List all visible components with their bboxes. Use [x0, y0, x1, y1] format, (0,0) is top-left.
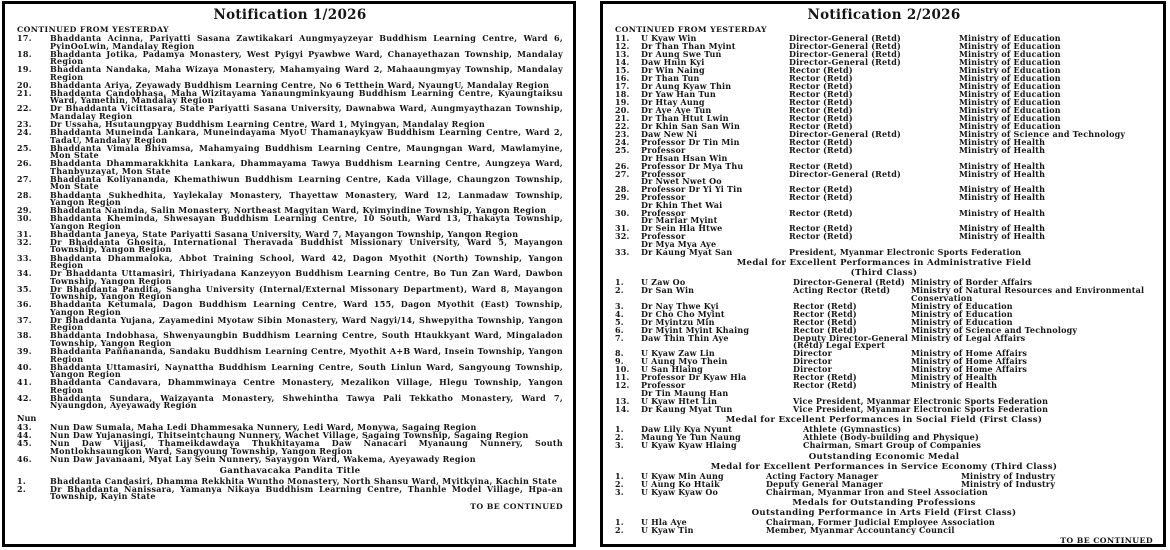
row-ministry: Ministry of Health — [911, 372, 998, 382]
item-text: Bhaddanta Dhammarakkhita Lankara, Dhammayama Tawya Buddhism Learning Centre, Aungzeya Ward, Thanbyuzayat, Mon State — [50, 158, 563, 176]
row-ministry: Ministry of Education — [911, 300, 1013, 311]
row-ministry: Ministry of Education — [959, 65, 1061, 75]
panel-2-title: Notification 2/2026 — [807, 7, 961, 23]
item-number: 29. — [17, 205, 32, 216]
item-text: Dr Bhaddanta Pandita, Sangha University (Internal/External Missonary Department), Ward 8, Mayangon Township, Yangon Region — [50, 283, 563, 302]
admin-medal-table — [615, 279, 1153, 413]
row-ministry: Ministry of Health — [959, 192, 1046, 202]
item-text: Bhaddanta Candasiri, Dhamma Rekkhita Wuntho Monastery, North Shansu Ward, Myitkyina, Kachin State — [50, 475, 558, 486]
row-ministry: Ministry of Health — [959, 145, 1046, 155]
item-text: Bhaddanta Dhammaloka, Abbot Training School, Ward 42, Dagon Myothit (North) Township, Yangon Region — [50, 252, 563, 270]
row-name: U Kyaw Tin — [641, 525, 694, 535]
row-position: Rector (Retd) — [793, 300, 857, 311]
row-number: 15. — [615, 65, 630, 75]
row-name: Dr San Win — [641, 285, 695, 295]
row-number: 9. — [615, 356, 624, 366]
row-name: Dr Cho Cho Myint — [641, 308, 725, 319]
row-ministry: Ministry of Education — [959, 97, 1061, 107]
item-number: 44. — [17, 429, 32, 440]
row-name: Professor Dr Tin Maung Han — [641, 380, 729, 398]
row-position: Rector (Retd) — [789, 160, 853, 171]
row-ministry: Ministry of Health — [959, 168, 1046, 179]
row-name: Professor Dr Tin Min — [641, 137, 740, 147]
row-number: 6. — [615, 324, 624, 335]
row-name: Professor Dr Yi Yi Tin — [641, 184, 743, 194]
row-name: U Hla Aye — [641, 517, 687, 527]
continued-from-label: CONTINUED FROM YESTERDAY — [17, 25, 170, 34]
row-name: Dr Than Tun — [641, 73, 700, 83]
row-position: Rector (Retd) — [789, 192, 853, 202]
row-position: Rector (Retd) — [789, 89, 853, 99]
item-text: Dr Bhaddanta Uttamasiri, Thiriyadana Kanzeyyon Buddhism Learning Centre, Bo Tun Zan Ward, Dawbon Township, Yangon Region — [50, 268, 563, 286]
row-name: Daw New Ni — [641, 129, 698, 139]
row-ministry: Ministry of Border Affairs — [911, 277, 1033, 287]
row-ministry: Ministry of Education — [959, 121, 1061, 131]
pandita-title-heading: Ganthavacaka Pandita Title — [219, 466, 361, 477]
table-row — [615, 287, 1153, 302]
row-position: Director — [793, 356, 832, 366]
item-text: Nun Daw Sumala, Maha Ledi Dhammesaka Nunnery, Ledi Ward, Monywa, Sagaing Region — [50, 421, 477, 432]
row-ministry: Ministry of Education — [959, 113, 1061, 123]
monk-recipient-list — [17, 35, 563, 410]
item-text: Bhaddanta Candobhasa, Maha Wizitayama Yanaungminkyaung Buddhism Learning Centre, Kyaungtaiksu Ward, Yamethin, Mandalay Region — [50, 87, 563, 106]
row-name: Dr Htay Aung — [641, 97, 705, 107]
row-ministry: Ministry of Education — [959, 49, 1061, 59]
row-number: 2. — [615, 525, 624, 535]
item-number: 43. — [17, 421, 32, 432]
item-text: Dr Ussaha, Hsutaungpyay Buddhism Learning Centre, Ward 1, Myingyan, Mandalay Region — [50, 119, 485, 130]
item-text: Bhaddanta Paññananda, Sandaku Buddhism Learning Centre, Myothit A+B Ward, Insein Township, Yangon Region — [50, 346, 563, 364]
row-wide-text: Vice President, Myanmar Electronic Sports Federation — [793, 395, 1049, 406]
item-number: 40. — [17, 361, 32, 372]
row-position: Rector (Retd) — [789, 137, 853, 147]
admin-medal-heading-line2: (Third Class) — [850, 268, 918, 278]
row-number: 1. — [615, 424, 624, 434]
row-position: Rector (Retd) — [789, 207, 853, 218]
item-text: Bhaddanta Ketumala, Dagon Buddhism Learning Centre, Ward 155, Dagon Myothit (East) Township, Yangon Region — [50, 299, 563, 317]
item-text: Bhaddanta Muneinda Lankara, Muneindayama MyoU Thamanaykyaw Buddhism Learning Centre, Ward 2, TadaU, Mandalay Region — [50, 127, 563, 145]
row-number: 18. — [615, 89, 630, 99]
item-text: Bhaddanta Vimala Bhivamsa, Mahamyaing Buddhism Learning Centre, Maungngan Ward, Mawlamyine, Mon State — [50, 142, 563, 161]
row-position: Acting Rector (Retd) — [793, 285, 891, 295]
row-position: Deputy General Manager — [766, 478, 883, 489]
row-position: Director-General (Retd) — [789, 57, 901, 67]
row-number: 4. — [615, 308, 624, 319]
row-name: Dr Than Than Myint — [641, 41, 736, 51]
row-ministry: Ministry of Health — [959, 137, 1046, 147]
item-number: 26. — [17, 158, 32, 169]
row-ministry: Ministry of Health — [959, 160, 1046, 171]
pandita-recipient-list — [17, 475, 563, 502]
item-number: 21. — [17, 87, 32, 98]
row-position: Director-General (Retd) — [789, 49, 901, 59]
row-ministry: Ministry of Health — [959, 231, 1046, 241]
table-row — [615, 186, 1153, 194]
item-number: 22. — [17, 103, 32, 114]
item-text: Nun Daw Yujanasingi, Thitseintchaung Nunnery, Wachet Village, Sagaing Township, Sagaing Region — [50, 429, 529, 440]
item-text: Bhaddanta Koliyananda, Khemathiwun Buddhism Learning Centre, Kada Village, Chaungzon Township, Mon State — [50, 173, 563, 192]
row-number: 7. — [615, 332, 624, 343]
row-name: Professor Dr Khin Thet Wai — [641, 192, 723, 210]
table-row — [615, 442, 1153, 450]
item-number: 20. — [17, 79, 32, 90]
social-medal-heading: Medal for Excellent Performances in Social Field (First Class) — [725, 415, 1043, 425]
row-description: Athlete (Body-building and Physique) — [803, 432, 979, 442]
item-number: 1. — [17, 475, 26, 486]
row-wide-text: Chairman, Myanmar Iron and Steel Association — [766, 486, 988, 497]
row-description: Athlete (Gymnastics) — [803, 424, 902, 434]
table-row — [615, 527, 1153, 535]
row-description: Chairman, Smart Group of Companies — [803, 440, 982, 450]
item-text: Nun Daw Javanaani, Myat Lay Sein Nunnery, Sayaygon Ward, Wakema, Ayeyawady Region — [50, 453, 476, 464]
row-position: Rector (Retd) — [789, 81, 853, 91]
row-position: Rector (Retd) — [789, 113, 853, 123]
row-name: U Kyaw Kyaw Hlaing — [641, 440, 737, 450]
row-name: U Kyaw Min Aung — [641, 470, 724, 481]
row-ministry: Ministry of Science and Technology — [959, 129, 1126, 139]
economic-medal-heading-line2: Medal for Excellent Performances in Service Economy (Third Class) — [710, 461, 1058, 472]
row-ministry: Ministry of Industry — [961, 478, 1056, 489]
item-number: 25. — [17, 142, 32, 153]
row-position: Rector (Retd) — [789, 121, 853, 131]
row-number: 22. — [615, 121, 630, 131]
row-ministry: Ministry of Education — [959, 105, 1061, 115]
row-name: U Kyaw Zaw Lin — [641, 348, 715, 358]
row-name: Daw Hnin Kyi — [641, 57, 705, 67]
item-text: Bhaddanta Janeya, State Pariyatti Sasana University, Ward 7, Mayangon Township, Yangon Region — [50, 228, 519, 239]
row-name: Dr Yaw Han Tun — [641, 89, 716, 99]
social-medal-table — [615, 426, 1153, 450]
item-text: Bhaddanta Uttamasiri, Naynattha Buddhism Learning Centre, South Linlun Ward, Sangyoung Township, Yangon Region — [50, 361, 563, 380]
item-number: 36. — [17, 299, 32, 310]
row-number: 20. — [615, 105, 630, 115]
item-text: Bhaddanta Kheminda, Shwesayan Buddhism Learning Centre, 10 South, Ward 13, Thakayta Township, Yangon Region — [50, 213, 563, 231]
item-number: 2. — [17, 483, 26, 494]
row-ministry: Ministry of Health — [911, 380, 998, 390]
row-name: Dr Win Naing — [641, 65, 705, 75]
item-number: 38. — [17, 330, 32, 341]
row-position: Director — [793, 364, 832, 374]
item-text: Dr Bhaddanta Ghosita, International Theravada Buddhist Missionary University, Ward 5, Mayangon Township, Yangon Region — [50, 236, 563, 255]
row-name: U Aung Myo Thein — [641, 356, 728, 366]
row-ministry: Ministry of Science and Technology — [911, 324, 1078, 335]
row-position: Director-General (Retd) — [789, 129, 901, 139]
row-position: Rector (Retd) — [789, 223, 853, 233]
row-name: U Kyaw Kyaw Oo — [641, 486, 719, 497]
row-number: 2. — [615, 285, 624, 295]
table-row — [615, 147, 1153, 162]
row-name: Dr Aung Swe Tun — [641, 49, 722, 59]
row-ministry: Ministry of Education — [911, 316, 1013, 327]
admin-medal-heading-line1: Medal for Excellent Performances in Administrative Field — [736, 258, 1032, 268]
item-number: 23. — [17, 119, 32, 130]
row-number: 10. — [615, 364, 630, 374]
row-name: Dr Myint Myint Khaing — [641, 324, 750, 335]
row-position: Rector (Retd) — [793, 372, 857, 382]
row-name: Dr Kaung Myat San — [641, 246, 733, 257]
row-name: Professor Dr Mya Mya Aye — [641, 231, 717, 249]
row-name: Daw Thin Thin Aye — [641, 332, 729, 343]
row-ministry: Ministry of Home Affairs — [911, 356, 1028, 366]
row-name: U San Hlaing — [641, 364, 703, 374]
row-ministry: Ministry of Health — [959, 207, 1046, 218]
row-name: Professor Dr Kyaw Hla — [641, 372, 747, 382]
row-ministry: Ministry of Home Affairs — [911, 348, 1028, 358]
row-position: Rector (Retd) — [793, 316, 857, 327]
row-number: 30. — [615, 207, 630, 218]
table-row — [615, 233, 1153, 248]
row-ministry: Ministry of Health — [959, 223, 1046, 233]
table-row — [615, 486, 1153, 497]
item-text: Bhaddanta Ariya, Zeyawady Buddhism Learning Centre, No 6 Tetthein Ward, NyaungU, Mandalay Region — [50, 79, 550, 90]
item-number: 18. — [17, 48, 32, 59]
row-number: 33. — [615, 246, 630, 257]
item-number: 41. — [17, 377, 32, 388]
row-ministry: Ministry of Industry — [961, 470, 1056, 481]
nun-section-heading: Nun — [17, 412, 37, 423]
row-number: 32. — [615, 231, 630, 241]
professions-medal-heading-line1: Medals for Outstanding Professions — [792, 498, 976, 508]
item-text: Bhaddanta Candavara, Dhammwinaya Centre Monastery, Mezalikon Village, Hlegu Township, Yangon Region — [50, 377, 563, 395]
row-number: 5. — [615, 316, 624, 327]
row-name: Daw Lily Kya Nyunt — [641, 424, 733, 434]
item-number: 31. — [17, 228, 32, 239]
row-ministry: Ministry of Education — [959, 89, 1061, 99]
list-item — [17, 453, 563, 464]
item-number: 37. — [17, 314, 32, 325]
table-row — [615, 225, 1153, 233]
row-position: Director-General (Retd) — [789, 33, 901, 43]
row-name: U Kyaw Htet Lin — [641, 395, 718, 406]
panel-1-title: Notification 1/2026 — [213, 7, 367, 23]
table-row — [615, 374, 1153, 382]
item-text: Nun Daw Vijjasi, Thameikdawdaya Thukhitayama Daw Ñanacari Myanaung Nunnery, South Montlokhsaungkon Ward, Sangyoung Township, Yangon Region — [50, 438, 563, 456]
item-text: Dr Bhaddanta Ñanissara, Yamanya Nikaya Buddhism Learning Centre, Thanhle Model Village, Hpa-an Township, Kayin State — [50, 483, 563, 502]
row-position: Rector (Retd) — [789, 105, 853, 115]
list-item — [17, 483, 563, 502]
item-text: Bhaddanta Nandaka, Maha Wizaya Monastery, Mahamyaing Ward 2, Mahaaungmyay Township, Mandalay Region — [50, 64, 563, 82]
row-name: U Zaw Oo — [641, 277, 686, 287]
row-number: 11. — [615, 33, 630, 43]
item-text: Bhaddanta Acinna, Pariyatti Sasana Zawtikakari Aungmyayzeyar Buddhism Learning Centre, Ward 6, PyinOoLwin, Mandalay Region — [50, 33, 563, 51]
row-number: 11. — [615, 372, 630, 382]
row-name: Professor Dr Mya Thu — [641, 160, 744, 171]
row-position: Director — [793, 348, 832, 358]
row-position: Rector (Retd) — [789, 145, 853, 155]
row-position: Rector (Retd) — [793, 308, 857, 319]
row-number: 28. — [615, 184, 630, 194]
item-number: 24. — [17, 127, 32, 138]
arts-field-heading-line2: Outstanding Performance in Arts Field (First Class) — [751, 508, 1017, 518]
row-number: 12. — [615, 380, 630, 390]
row-position: Deputy Director-General (Retd) Legal Expert — [793, 332, 909, 350]
item-number: 42. — [17, 392, 32, 403]
row-ministry: Ministry of Education — [911, 308, 1013, 319]
row-number: 29. — [615, 192, 630, 202]
item-number: 34. — [17, 268, 32, 279]
row-position: Acting Factory Manager — [766, 470, 879, 481]
table-row — [615, 139, 1153, 147]
row-number: 21. — [615, 113, 630, 123]
arts-medal-table — [615, 519, 1153, 535]
item-text: Bhaddanta Ñaninda, Salin Monastery, Northeast Magyitan Ward, Kyimyindine Township, Yangon Region — [50, 205, 547, 216]
row-name: Dr Sein Hla Htwe — [641, 223, 723, 233]
row-number: 26. — [615, 160, 630, 171]
table-row — [615, 246, 1153, 257]
row-wide-text: President, Myanmar Electronic Sports Federation — [789, 246, 1022, 257]
continued-from-label: CONTINUED FROM YESTERDAY — [615, 25, 768, 34]
item-text: Dr Bhaddanta Yujana, Zayamedini Myotaw Sibin Monastery, Ward Nagyi/14, Shwepyitha Township, Yangon Region — [50, 314, 563, 333]
row-number: 25. — [615, 145, 630, 155]
row-position: Director-General (Retd) — [789, 168, 901, 179]
item-number: 19. — [17, 64, 32, 75]
item-text: Dr Bhaddanta Vicittasara, State Pariyatti Sasana University, Dawnabwa Ward, Aungmyaythazan Township, Mandalay Region — [50, 103, 563, 121]
row-name: Maung Ye Tun Naung — [641, 432, 741, 442]
row-name: Professor Dr Marlar Myint — [641, 207, 718, 225]
row-ministry: Ministry of Home Affairs — [911, 364, 1028, 374]
row-number: 1. — [615, 277, 624, 287]
notification-1-panel — [2, 1, 576, 547]
list-item — [17, 392, 563, 411]
row-description: Member, Myanmar Accountancy Council — [766, 525, 955, 535]
row-ministry: Ministry of Education — [959, 41, 1061, 51]
row-number: 19. — [615, 97, 630, 107]
row-number: 16. — [615, 73, 630, 83]
economic-medal-table — [615, 470, 1153, 497]
row-name: Professor Dr Nwet Nwet Oo — [641, 168, 722, 186]
item-number: 45. — [17, 438, 32, 449]
item-number: 39. — [17, 346, 32, 357]
row-position: Rector (Retd) — [793, 324, 857, 335]
row-ministry: Ministry of Education — [959, 33, 1061, 43]
row-name: U Aung Ko Htaik — [641, 478, 720, 489]
row-name: Dr Khin San San Win — [641, 121, 740, 131]
row-number: 2. — [615, 432, 624, 442]
row-number: 12. — [615, 41, 630, 51]
row-name: Dr Aye Aye Tun — [641, 105, 712, 115]
row-name: Dr Myintzu Min — [641, 316, 715, 327]
row-number: 3. — [615, 440, 624, 450]
row-number: 17. — [615, 81, 630, 91]
row-name: Dr Nay Thwe Kyi — [641, 300, 719, 311]
row-number: 27. — [615, 168, 630, 179]
item-number: 46. — [17, 453, 32, 464]
row-position: Director-General (Retd) — [789, 41, 901, 51]
item-text: Bhaddanta Sundara, Waizayanta Monastery, Shwehintha Tawya Pali Tekkatho Monastery, Ward 7, Nyaungdon, Ayeyawady Region — [50, 392, 563, 411]
table-row — [615, 403, 1153, 414]
row-ministry: Ministry of Education — [959, 73, 1061, 83]
row-name: Dr Aung Kyaw Thin — [641, 81, 732, 91]
row-name: Dr Than Htut Lwin — [641, 113, 729, 123]
row-name: Dr Kaung Myat Tun — [641, 403, 733, 414]
item-number: 27. — [17, 173, 32, 184]
item-number: 30. — [17, 213, 32, 224]
item-number: 32. — [17, 236, 32, 247]
row-name: U Kyaw Win — [641, 33, 697, 43]
item-text: Bhaddanta Indobhasa, Shwenyaungbin Buddhism Learning Centre, South Htaukkyant Ward, Mingaladon Township, Yangon Region — [50, 330, 563, 348]
row-wide-text: Vice President, Myanmar Electronic Sports Federation — [793, 403, 1049, 414]
row-position: Rector (Retd) — [789, 231, 853, 241]
row-number: 3. — [615, 486, 624, 497]
row-number: 13. — [615, 395, 630, 406]
table-row — [615, 382, 1153, 397]
row-number: 14. — [615, 403, 630, 414]
row-number: 8. — [615, 348, 624, 358]
item-number: 35. — [17, 283, 32, 294]
economic-medal-heading-line1: Outstanding Economic Medal — [808, 451, 960, 462]
row-position: Rector (Retd) — [789, 184, 853, 194]
table-row — [615, 194, 1153, 209]
row-number: 24. — [615, 137, 630, 147]
row-position: Rector (Retd) — [789, 65, 853, 75]
row-ministry: Ministry of Legal Affairs — [911, 332, 1026, 343]
retired-officials-table — [615, 35, 1153, 256]
to-be-continued-label: TO BE CONTINUED — [1060, 535, 1153, 545]
row-description: Chairman, Former Judicial Employee Association — [766, 517, 996, 527]
row-ministry: Ministry of Education — [959, 81, 1061, 91]
item-number: 33. — [17, 252, 32, 263]
row-number: 1. — [615, 470, 624, 481]
row-number: 31. — [615, 223, 630, 233]
row-number: 23. — [615, 129, 630, 139]
row-ministry: Ministry of Education — [959, 57, 1061, 67]
row-position: Rector (Retd) — [793, 380, 857, 390]
to-be-continued-label: TO BE CONTINUED — [470, 501, 563, 511]
row-name: Professor Dr Hsan Hsan Win — [641, 145, 728, 163]
row-number: 1. — [615, 517, 624, 527]
nun-recipient-list — [17, 421, 563, 464]
row-ministry: Ministry of Natural Resources and Environmental Conservation — [911, 285, 1145, 303]
row-position: Rector (Retd) — [789, 97, 853, 107]
row-number: 2. — [615, 478, 624, 489]
item-text: Bhaddanta Sukhedhita, Yaylekalay Monastery, Thayettaw Monastery, Ward 12, Lanmadaw Township, Yangon Region — [50, 189, 563, 208]
row-number: 3. — [615, 300, 624, 311]
item-number: 17. — [17, 33, 32, 43]
item-number: 28. — [17, 189, 32, 200]
item-text: Bhaddanta Jotika, Padamya Monastery, West Pyigyi Pyawbwe Ward, Chanayethazan Township, Mandalay Region — [50, 48, 563, 67]
notification-2-panel — [600, 1, 1166, 547]
row-number: 14. — [615, 57, 630, 67]
row-position: Director-General (Retd) — [793, 277, 905, 287]
row-position: Rector (Retd) — [789, 73, 853, 83]
row-number: 13. — [615, 49, 630, 59]
row-ministry: Ministry of Health — [959, 184, 1046, 194]
